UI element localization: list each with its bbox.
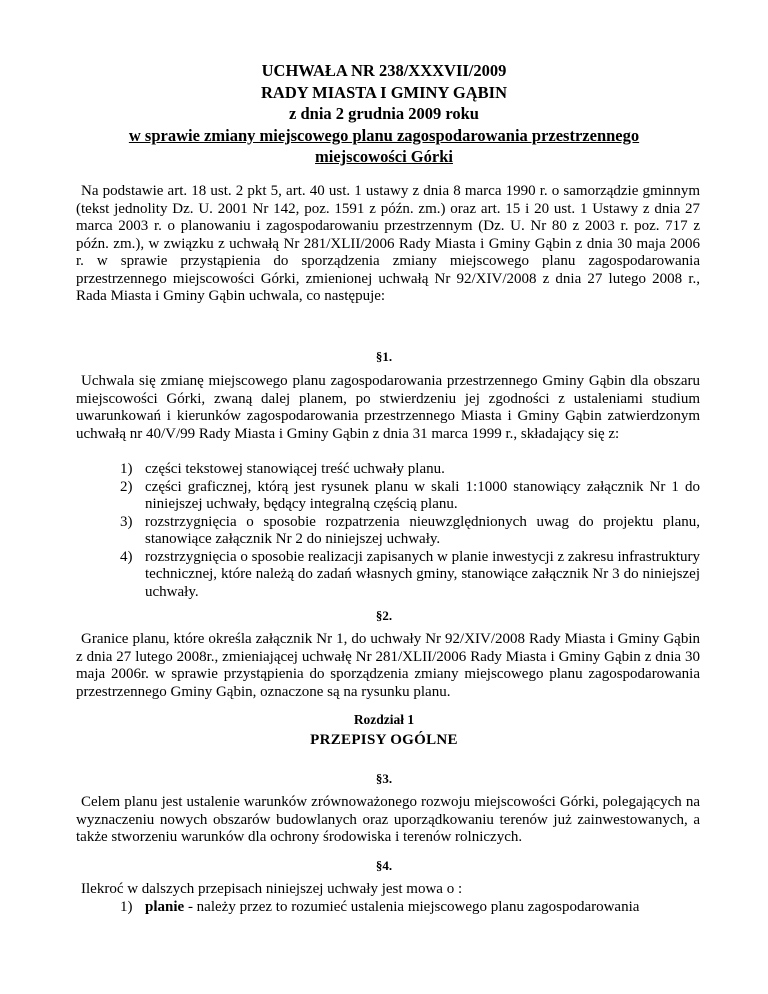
list-item: 1) planie - należy przez to rozumieć ustalenia miejscowego planu zagospodarowania [120,899,640,915]
list-item: 4) rozstrzygnięcia o sposobie realizacji zapisanych w planie inwestycji z zakresu infrastruktury technicznej, które należą do zadań własnych gminy, stanowiące załącznik Nr 3 do niniejszej uchwały. [120,548,700,600]
section-1-heading: §1. [375,349,393,364]
resolution-subject-line2: miejscowości Górki [315,147,453,166]
section-2-text: Granice planu, które określa załącznik Nr 1, do uchwały Nr 92/XIV/2008 Rady Miasta i Gminy Gąbin z dnia 27 lutego 2008r., zmieniającej uchwałę Nr 281/XLII/2006 Rady Miasta i Gminy Gąbin z dnia 30 maja 2006r. w sprawie przystąpienia do sporządzenia zmiany miejscowego planu zagospodarowania przestrzennego Gminy Gąbin, oznaczone są na rysunku planu. [76,631,700,700]
resolution-subject-line1: w sprawie zmiany miejscowego planu zagospodarowania przestrzennego [128,125,640,145]
section-1-text: Uchwala się zmianę miejscowego planu zagospodarowania przestrzennego Gminy Gąbin dla obszaru miejscowości Górki, zwaną dalej planem, po stwierdzeniu jej zgodności z ustaleniami studium uwarunkowań i kierunków zagospodarowania przestrzennego Miasta i Gminy Gąbin zatwierdzonym uchwałą nr 40/V/99 Rady Miasta i Gminy Gąbin z dnia 31 marca 1999 r., składający się z: [76,373,700,442]
list-item: 2) części graficznej, którą jest rysunek planu w skali 1:1000 stanowiący załącznik Nr 1 do niniejszej uchwały, będący integralną częścią planu. [120,478,700,512]
list-item: 1) części tekstowej stanowiącej treść uchwały planu. [120,461,445,477]
resolution-date: z dnia 2 grudnia 2009 roku [289,104,479,123]
section-3-heading: §3. [375,771,393,786]
chapter-heading [0,710,768,750]
chapter-label: Rozdział 1 [353,712,415,727]
chapter-title: PRZEPISY OGÓLNE [310,732,458,748]
resolution-header [0,60,768,168]
section-1-list [120,461,700,601]
resolution-number: UCHWAŁA NR 238/XXXVII/2009 [261,61,507,80]
defined-term: planie [145,899,185,915]
list-item: 3) rozstrzygnięcia o sposobie rozpatrzenia nieuwzględnionych uwag do projektu planu, stanowiące załącznik Nr 2 do niniejszej uchwały. [120,513,700,547]
section-4-heading: §4. [375,858,393,873]
section-2-heading: §2. [375,608,393,623]
issuing-council: RADY MIASTA I GMINY GĄBIN [261,82,507,102]
preamble-paragraph: Na podstawie art. 18 ust. 2 pkt 5, art. 40 ust. 1 ustawy z dnia 8 marca 1990 r. o samorządzie gminnym (tekst jednolity Dz. U. 2001 Nr 142, poz. 1591 z późn. zm.) oraz art. 15 i 20 ust. 1 Ustawy z dnia 27 marca 2003 r. o planowaniu i zagospodarowaniu przestrzennym (Dz. U. Nr 80 z 2003 r. poz. 717 z późn. zm.), w związku z uchwałą Nr 281/XLII/2006 Rady Miasta i Gminy Gąbin z dnia 30 maja 2006 r. w sprawie przystąpienia do sporządzenia zmiany miejscowego planu zagospodarowania przestrzennego miejscowości Górki, zmienionej uchwałą Nr 92/XIV/2008 z dnia 27 lutego 2008 r., Rada Miasta i Gminy Gąbin uchwala, co następuje: [76,183,700,304]
section-3-text: Celem planu jest ustalenie warunków zrównoważonego rozwoju miejscowości Górki, polegających na wyznaczeniu nowych obszarów budowlanych oraz uporządkowaniu terenów już zainwestowanych, a także stworzeniu warunków dla ochrony środowiska i terenów rolniczych. [76,794,700,845]
section-4-intro: Ilekroć w dalszych przepisach niniejszej uchwały jest mowa o : [81,881,463,897]
section-4-list [120,899,700,917]
